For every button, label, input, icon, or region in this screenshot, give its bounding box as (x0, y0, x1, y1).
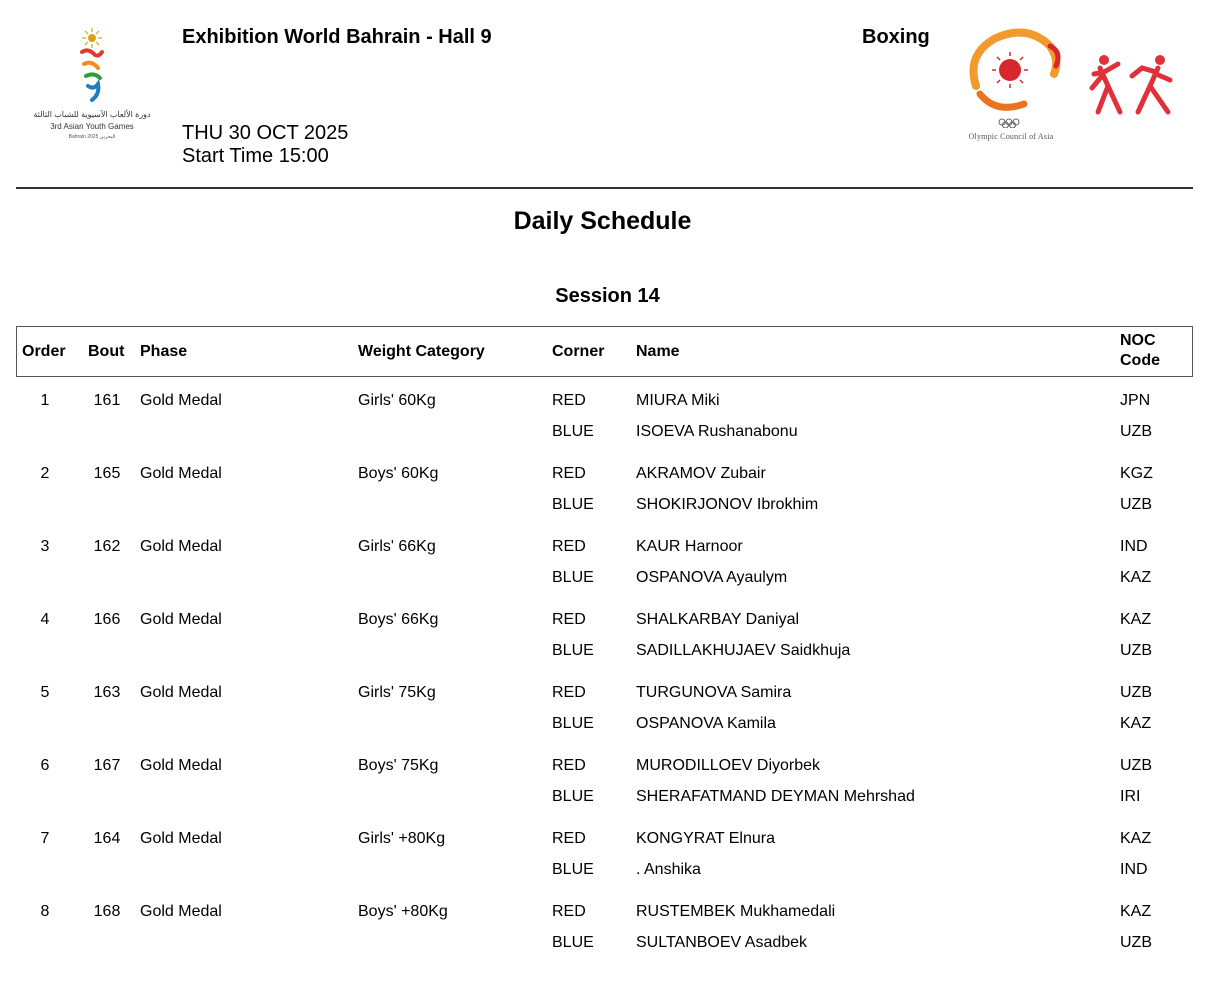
weight-category-cell: Girls' +80Kg (358, 830, 446, 847)
weight-category-cell: Boys' 60Kg (358, 465, 439, 482)
order-cell: 4 (40, 611, 50, 628)
corner-cell-blue: BLUE (552, 715, 594, 732)
order-cell: 5 (40, 684, 50, 701)
noc-code-red: UZB (1120, 757, 1152, 774)
weight-category-cell: Girls' 66Kg (358, 538, 436, 555)
venue-title: Exhibition World Bahrain - Hall 9 (182, 26, 492, 48)
athlete-name-blue: SHOKIRJONOV Ibrokhim (636, 496, 819, 513)
noc-code-red: KAZ (1120, 903, 1152, 920)
column-header-phase: Phase (140, 343, 188, 360)
noc-code-red: JPN (1120, 392, 1151, 409)
oca-logo (958, 24, 1064, 148)
noc-code-blue: UZB (1120, 642, 1152, 659)
noc-code-red: KAZ (1120, 611, 1152, 628)
bout-number-cell: 168 (93, 903, 121, 920)
corner-cell-blue: BLUE (552, 496, 594, 513)
noc-code-blue: UZB (1120, 423, 1152, 440)
athlete-name-red: KAUR Harnoor (636, 538, 743, 555)
athlete-name-blue: OSPANOVA Ayaulym (636, 569, 788, 586)
order-cell: 8 (40, 903, 50, 920)
bout-number-cell: 162 (93, 538, 121, 555)
athlete-name-red: MURODILLOEV Diyorbek (636, 757, 821, 774)
athlete-name-red: TURGUNOVA Samira (636, 684, 792, 701)
order-cell: 6 (40, 757, 50, 774)
column-header-noc (1120, 331, 1160, 371)
bout-group (0, 537, 1217, 610)
phase-cell: Gold Medal (140, 465, 222, 482)
athlete-name-red: RUSTEMBEK Mukhamedali (636, 903, 836, 920)
column-header-noc-line2: Code (1120, 352, 1160, 369)
noc-code-blue: UZB (1120, 496, 1152, 513)
corner-cell-red: RED (552, 538, 586, 555)
corner-cell-red: RED (552, 757, 586, 774)
bout-number-cell: 167 (93, 757, 121, 774)
noc-code-red: KGZ (1120, 465, 1153, 482)
schedule-table-body (0, 391, 1217, 975)
corner-cell-red: RED (552, 392, 586, 409)
athlete-name-blue: . Anshika (636, 861, 701, 878)
corner-cell-blue: BLUE (552, 423, 594, 440)
noc-code-blue: IND (1120, 861, 1148, 878)
boxing-pictogram-icon (1088, 50, 1178, 120)
phase-cell: Gold Medal (140, 684, 222, 701)
phase-cell: Gold Medal (140, 392, 222, 409)
sport-title: Boxing (862, 26, 930, 48)
order-cell: 3 (40, 538, 50, 555)
column-header-weight: Weight Category (358, 343, 485, 360)
column-header-bout: Bout (88, 343, 125, 360)
weight-category-cell: Boys' 75Kg (358, 757, 439, 774)
column-header-order: Order (22, 343, 66, 360)
start-time: Start Time 15:00 (182, 145, 329, 167)
athlete-name-blue: OSPANOVA Kamila (636, 715, 776, 732)
weight-category-cell: Boys' +80Kg (358, 903, 448, 920)
athlete-name-red: KONGYRAT Elnura (636, 830, 776, 847)
athlete-name-red: SHALKARBAY Daniyal (636, 611, 800, 628)
corner-cell-blue: BLUE (552, 642, 594, 659)
column-header-corner: Corner (552, 343, 605, 360)
header-divider (16, 187, 1193, 189)
phase-cell: Gold Medal (140, 611, 222, 628)
corner-cell-red: RED (552, 611, 586, 628)
torch-mascot-icon (28, 24, 156, 108)
bout-group (0, 683, 1217, 756)
oca-sun-icon (958, 24, 1064, 128)
bout-number-cell: 163 (93, 684, 121, 701)
weight-category-cell: Girls' 75Kg (358, 684, 436, 701)
bout-group (0, 756, 1217, 829)
noc-code-red: KAZ (1120, 830, 1152, 847)
logo-arabic-text: دورة الألعاب الآسيوية للشباب الثالثة (33, 110, 151, 119)
phase-cell: Gold Medal (140, 538, 222, 555)
oca-logo-text: Olympic Council of Asia (968, 132, 1054, 141)
corner-cell-red: RED (552, 830, 586, 847)
athlete-name-blue: SADILLAKHUJAEV Saidkhuja (636, 642, 851, 659)
bout-group (0, 464, 1217, 537)
noc-code-red: UZB (1120, 684, 1152, 701)
bout-group (0, 391, 1217, 464)
athlete-name-blue: SHERAFATMAND DEYMAN Mehrshad (636, 788, 915, 805)
weight-category-cell: Boys' 66Kg (358, 611, 439, 628)
noc-code-blue: KAZ (1120, 569, 1152, 586)
corner-cell-red: RED (552, 903, 586, 920)
order-cell: 2 (40, 465, 50, 482)
phase-cell: Gold Medal (140, 903, 222, 920)
corner-cell-red: RED (552, 684, 586, 701)
athlete-name-red: AKRAMOV Zubair (636, 465, 766, 482)
corner-cell-blue: BLUE (552, 788, 594, 805)
noc-code-blue: KAZ (1120, 715, 1152, 732)
order-cell: 1 (40, 392, 50, 409)
bout-group (0, 829, 1217, 902)
athlete-name-blue: ISOEVA Rushanabonu (636, 423, 798, 440)
page-title: Daily Schedule (513, 207, 692, 235)
asian-youth-games-logo (28, 24, 156, 148)
noc-code-blue: IRI (1120, 788, 1141, 805)
bout-number-cell: 161 (93, 392, 121, 409)
corner-cell-blue: BLUE (552, 934, 594, 951)
athlete-name-red: MIURA Miki (636, 392, 720, 409)
athlete-name-blue: SULTANBOEV Asadbek (636, 934, 808, 951)
weight-category-cell: Girls' 60Kg (358, 392, 436, 409)
corner-cell-blue: BLUE (552, 569, 594, 586)
event-date: THU 30 OCT 2025 (182, 122, 349, 144)
column-header-name: Name (636, 343, 680, 360)
date-block (182, 122, 348, 168)
session-title: Session 14 (555, 285, 660, 307)
bout-group (0, 610, 1217, 683)
phase-cell: Gold Medal (140, 830, 222, 847)
bout-number-cell: 164 (93, 830, 121, 847)
noc-code-red: IND (1120, 538, 1148, 555)
bout-number-cell: 165 (93, 465, 121, 482)
bout-number-cell: 166 (93, 611, 121, 628)
corner-cell-red: RED (552, 465, 586, 482)
noc-code-blue: UZB (1120, 934, 1152, 951)
logo-english-text: 3rd Asian Youth Games (50, 122, 134, 131)
order-cell: 7 (40, 830, 50, 847)
logo-subtext: Bahrain 2025 البحرين (68, 134, 116, 140)
column-header-noc-line1: NOC (1120, 332, 1156, 349)
table-header (16, 326, 1193, 377)
bout-group (0, 902, 1217, 975)
phase-cell: Gold Medal (140, 757, 222, 774)
corner-cell-blue: BLUE (552, 861, 594, 878)
